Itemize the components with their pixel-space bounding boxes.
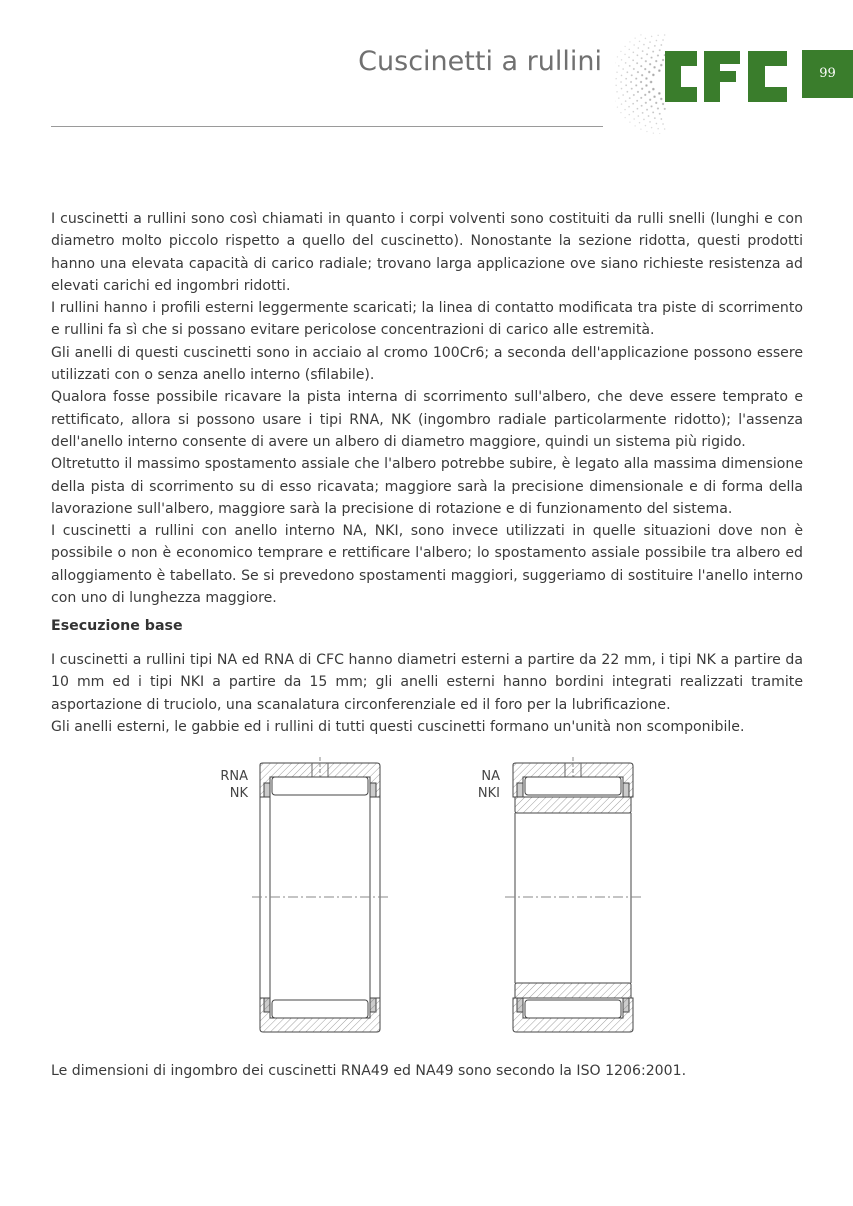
intro-paragraph-4: Qualora fosse possibile ricavare la pista interna di scorrimento sull'albero, che deve essere temprato e rettificato, allora si possono usare i tipi RNA, NK (ingombro radiale particolarmente ridotto); l'assenza dell'anello interno consente di avere un albero di diametro maggiore, quindi un sistema più rigido.: [51, 389, 803, 450]
page-number: 99: [819, 66, 836, 81]
na-nki-bearing-drawing: [503, 755, 643, 1040]
header-divider: [51, 126, 603, 127]
logo-letter-c2: [748, 51, 787, 102]
label-na: NA: [481, 769, 500, 784]
intro-text: [51, 208, 803, 609]
label-nk: NK: [229, 786, 248, 801]
roller-bottom: [272, 1000, 368, 1018]
inner-ring-bottom: [515, 983, 631, 998]
label-rna: RNA: [220, 769, 248, 784]
section-heading: Esecuzione base: [51, 618, 183, 634]
cfc-logo: [615, 34, 800, 134]
roller-top: [272, 777, 368, 795]
label-nki: NKI: [477, 786, 500, 801]
figure-left-labels: [200, 768, 248, 802]
section-paragraph-2: Gli anelli esterni, le gabbie ed i rullini di tutti questi cuscinetti formano un'unità non scomponibile.: [51, 718, 745, 735]
footer-note: Le dimensioni di ingombro dei cuscinetti RNA49 ed NA49 sono secondo la ISO 1206:2001.: [51, 1063, 687, 1079]
intro-paragraph-3: Gli anelli di questi cuscinetti sono in acciaio al cromo 100Cr6; a seconda dell'applicazione possono essere utilizzati con o senza anello interno (sfilabile).: [51, 344, 803, 384]
page-title: Cuscinetti a rullini: [358, 46, 602, 77]
intro-paragraph-5: Oltretutto il massimo spostamento assiale che l'albero potrebbe subire, è legato alla massima dimensione della pista di scorrimento su di esso ricavata; maggiore sarà la precisione dimensionale e di forma della lavorazione sull'albero, maggiore sarà la precisione di rotazione e di funzionamento del sistema.: [51, 456, 803, 517]
dot-halo-graphic: [615, 34, 666, 134]
roller-bottom: [525, 1000, 621, 1018]
roller-top: [525, 777, 621, 795]
section-text: [51, 649, 803, 738]
figure-right-labels: [452, 768, 500, 802]
intro-paragraph-6: I cuscinetti a rullini con anello interno NA, NKI, sono invece utilizzati in quelle situazioni dove non è possibile o non è economico temprare e rettificare l'albero; lo spostamento assiale possibile tra albero ed alloggiamento è tabellato. Se si prevedono spostamenti maggiori, suggeriamo di sostituire l'anello interno con uno di lunghezza maggiore.: [51, 523, 803, 607]
intro-paragraph-1: I cuscinetti a rullini sono così chiamati in quanto i corpi volventi sono costituiti da rulli snelli (lunghi e con diametro molto piccolo rispetto a quello del cuscinetto). Nonostante la sezione ridotta, questi prodotti hanno una elevata capacità di carico radiale; trovano larga applicazione ove siano richieste resistenza ad elevati carichi ed ingombri ridotti.: [51, 211, 803, 294]
intro-paragraph-2: I rullini hanno i profili esterni leggermente scaricati; la linea di contatto modificata tra piste di scorrimento e rullini fa sì che si possano evitare pericolose concentrazioni di carico alle estremità.: [51, 300, 803, 339]
inner-ring-top: [515, 797, 631, 813]
section-paragraph-1: I cuscinetti a rullini tipi NA ed RNA di CFC hanno diametri esterni a partire da 22 mm, i tipi NK a partire da 10 mm ed i tipi NKI a partire da 15 mm; gli anelli esterni hanno bordini integrati realizzati tramite asportazione di truciolo, una scanalatura circonferenziale ed il foro per la lubrificazione.: [51, 652, 803, 713]
logo-letter-c1: [665, 51, 697, 102]
logo-letter-f: [704, 51, 740, 102]
rna-nk-bearing-drawing: [250, 755, 390, 1040]
